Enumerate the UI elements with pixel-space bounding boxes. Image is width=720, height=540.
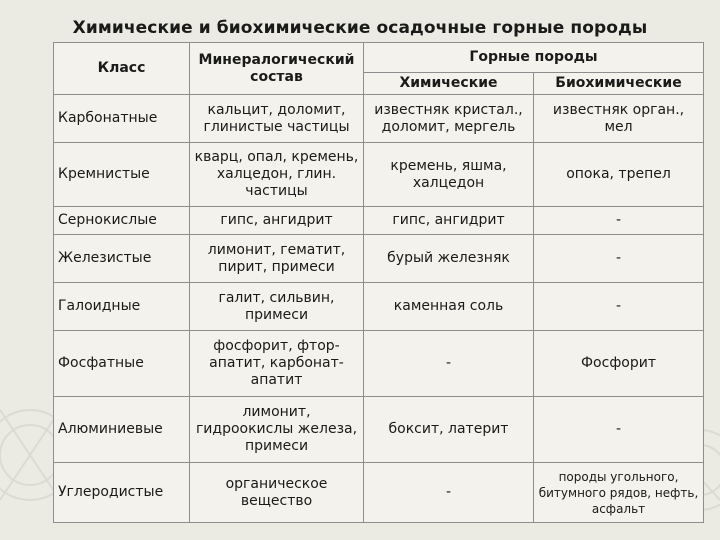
header-class: Класс: [54, 43, 190, 95]
mineral-cell: фосфорит, фтор-апатит, карбонат-апатит: [190, 331, 364, 397]
biochemical-cell: -: [534, 207, 704, 235]
header-rocks: Горные породы: [364, 43, 704, 73]
class-cell: Фосфатные: [54, 331, 190, 397]
class-cell: Углеродистые: [54, 463, 190, 523]
class-cell: Карбонатные: [54, 95, 190, 143]
chemical-cell: -: [364, 331, 534, 397]
header-chemical: Химические: [364, 73, 534, 95]
chemical-cell: боксит, латерит: [364, 397, 534, 463]
class-cell: Сернокислые: [54, 207, 190, 235]
biochemical-cell: -: [534, 397, 704, 463]
biochemical-cell: опока, трепел: [534, 143, 704, 207]
biochemical-cell: известняк орган., мел: [534, 95, 704, 143]
biochemical-cell: -: [534, 283, 704, 331]
table-row: [54, 463, 704, 523]
chemical-cell: кремень, яшма, халцедон: [364, 143, 534, 207]
table-row: [54, 235, 704, 283]
chemical-cell: известняк кристал., доломит, мергель: [364, 95, 534, 143]
mineral-cell: органическое вещество: [190, 463, 364, 523]
table-row: [54, 283, 704, 331]
chemical-cell: -: [364, 463, 534, 523]
class-cell: Галоидные: [54, 283, 190, 331]
biochemical-cell: породы угольного, битумного рядов, нефть, асфальт: [534, 463, 704, 523]
chemical-cell: бурый железняк: [364, 235, 534, 283]
biochemical-cell: -: [534, 235, 704, 283]
biochemical-cell: Фосфорит: [534, 331, 704, 397]
header-biochemical: Биохимические: [534, 73, 704, 95]
table-row: [54, 207, 704, 235]
class-cell: Алюминиевые: [54, 397, 190, 463]
table-row: [54, 143, 704, 207]
mineral-cell: гипс, ангидрит: [190, 207, 364, 235]
table-row: [54, 331, 704, 397]
class-cell: Железистые: [54, 235, 190, 283]
mineral-cell: кварц, опал, кремень, халцедон, глин. частицы: [190, 143, 364, 207]
rocks-table: [53, 42, 704, 523]
mineral-cell: кальцит, доломит, глинистые частицы: [190, 95, 364, 143]
mineral-cell: галит, сильвин, примеси: [190, 283, 364, 331]
chemical-cell: каменная соль: [364, 283, 534, 331]
mineral-cell: лимонит, гематит, пирит, примеси: [190, 235, 364, 283]
table-row: [54, 95, 704, 143]
chemical-cell: гипс, ангидрит: [364, 207, 534, 235]
header-mineral-composition: Минералогический состав: [190, 43, 364, 95]
mineral-cell: лимонит, гидроокислы железа, примеси: [190, 397, 364, 463]
page-title: Химические и биохимические осадочные горные породы: [72, 18, 648, 38]
table-row: [54, 397, 704, 463]
class-cell: Кремнистые: [54, 143, 190, 207]
